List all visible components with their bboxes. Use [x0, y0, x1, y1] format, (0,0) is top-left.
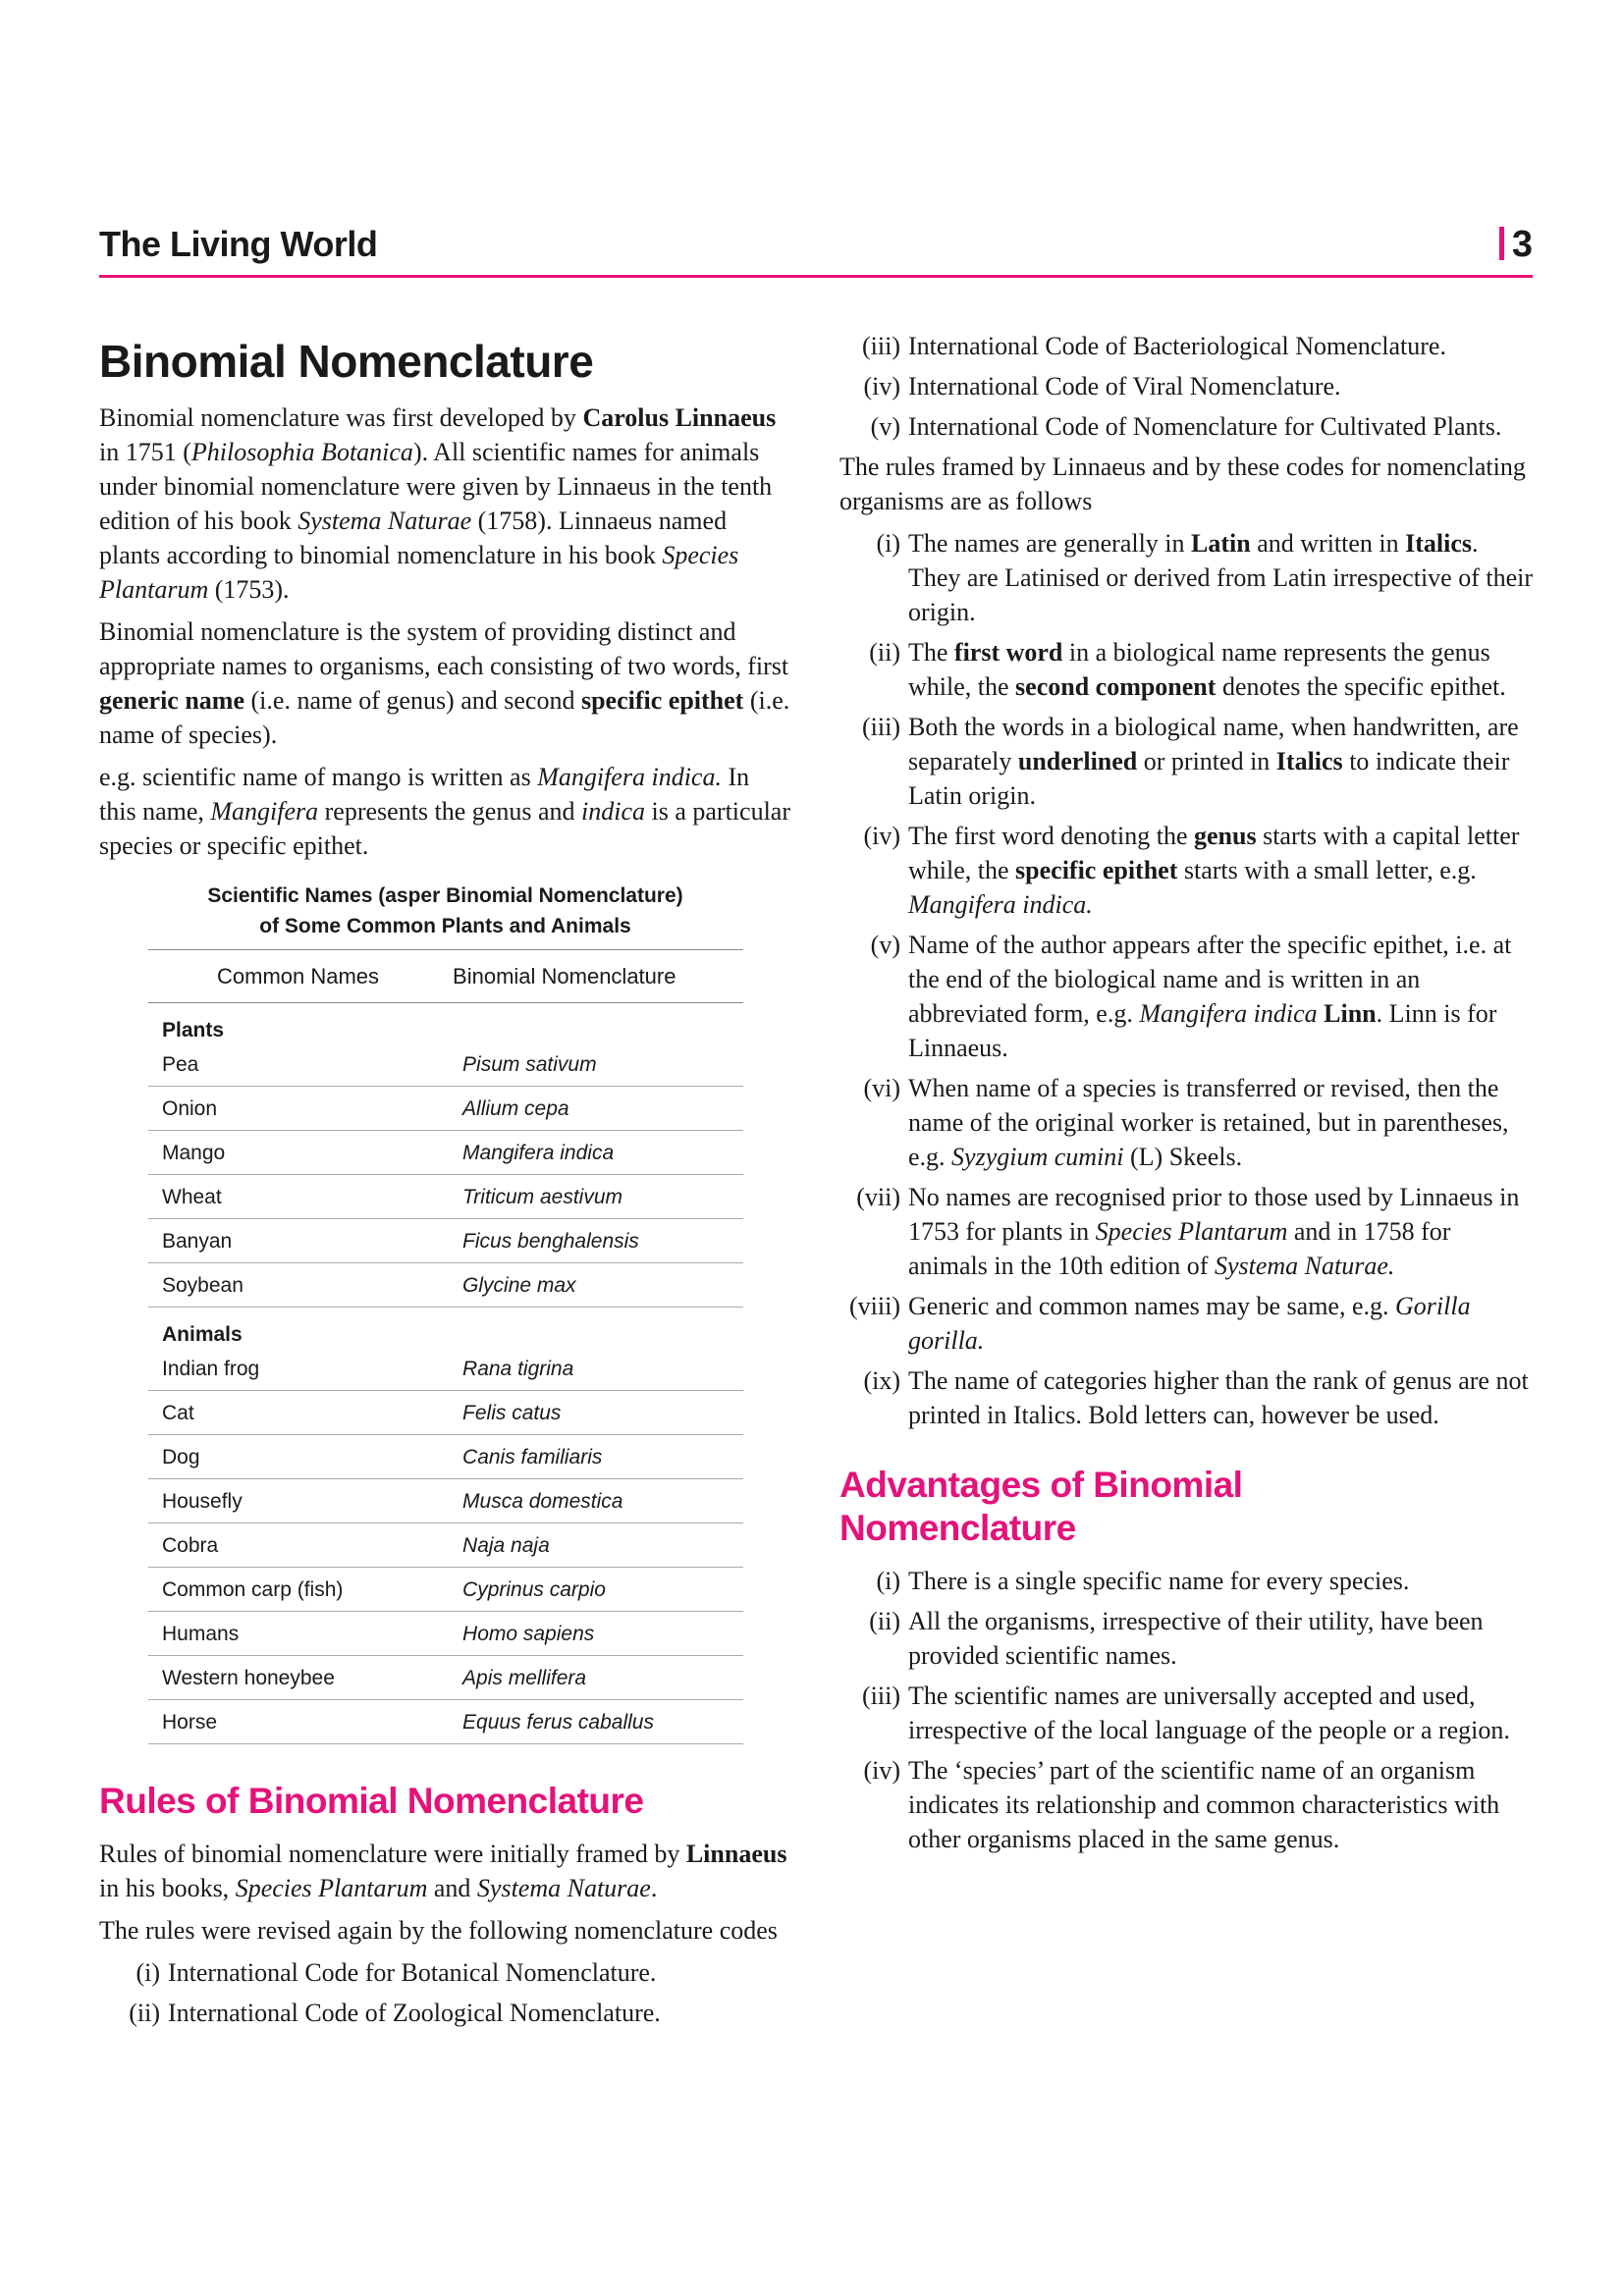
table-row — [148, 1352, 743, 1391]
table-row — [148, 1391, 743, 1435]
text-run: and — [427, 1874, 477, 1902]
text-run-italic: Systema Naturae — [298, 507, 472, 535]
list-text: There is a single specific name for every species. — [908, 1567, 1410, 1595]
rule-item — [839, 928, 1533, 1065]
chapter-title: The Living World — [99, 224, 378, 264]
rules-paragraph-2: The rules were revised again by the following nomenclature codes — [99, 1916, 778, 1945]
codes-list-right — [839, 329, 1533, 444]
text-run: (i.e. name of genus) and second — [244, 686, 581, 715]
common-name-cell: Cobra — [148, 1523, 447, 1568]
table-row — [148, 1047, 743, 1087]
running-header — [99, 224, 1533, 278]
list-item — [839, 409, 1533, 444]
list-number: (v) — [870, 412, 900, 441]
left-column — [99, 324, 791, 2036]
common-name-cell: Wheat — [148, 1175, 447, 1219]
list-number: (ii) — [869, 638, 900, 667]
page-number-text: 3 — [1511, 224, 1533, 265]
text-run: underlined — [1017, 747, 1138, 775]
binomial-name-cell: Triticum aestivum — [447, 1175, 743, 1219]
text-run-bold: Carolus Linnaeus — [582, 403, 777, 432]
table-row — [148, 1523, 743, 1568]
text-run: The names are generally in — [908, 529, 1192, 558]
text-run: in a biological name represents the genus while, the — [908, 638, 1490, 701]
text-run: Species Plantarum — [1095, 1217, 1288, 1246]
table-group-row — [148, 1003, 743, 1048]
table-row — [148, 1479, 743, 1523]
text-run-italic: Philosophia Botanica — [190, 438, 413, 466]
binomial-name-cell: Canis familiaris — [447, 1435, 743, 1479]
list-number: (viii) — [849, 1292, 900, 1320]
text-run: Name of the author appears after the specific epithet, i.e. at the end of the biological name and is written in an abbreviated form, e.g. — [908, 931, 1512, 1028]
table-group-label: Plants — [162, 1019, 225, 1041]
text-run: or printed in — [1137, 747, 1276, 775]
text-run: (1753). — [208, 575, 290, 604]
text-run: Mangifera indica. — [908, 890, 1093, 919]
table-row — [148, 1612, 743, 1656]
section-title-binomial: Binomial Nomenclature — [99, 336, 594, 387]
text-run: Linn — [1324, 999, 1377, 1028]
table-caption-line: Scientific Names (asper Binomial Nomenclature) — [207, 884, 683, 907]
advantage-item — [839, 1753, 1533, 1856]
table-group-label: Animals — [162, 1323, 243, 1346]
text-run-bold: specific epithet — [580, 686, 744, 715]
table-row — [148, 1656, 743, 1700]
binomial-name-cell: Ficus benghalensis — [447, 1219, 743, 1263]
rules-paragraph-1 — [99, 1837, 791, 1905]
text-run-bold: Linnaeus — [685, 1840, 787, 1868]
text-run: and written in — [1250, 529, 1406, 558]
text-run: No names are recognised prior to those used by Linnaeus in 1753 for plants in — [908, 1183, 1520, 1246]
binomial-name-cell: Naja naja — [447, 1523, 743, 1568]
rule-item — [839, 710, 1533, 813]
text-run: and in 1758 for animals in the 10th edition of — [908, 1217, 1451, 1280]
list-number: (iv) — [863, 372, 900, 400]
table-row — [148, 1131, 743, 1175]
scientific-names-table — [148, 949, 743, 1744]
advantages-list — [839, 1564, 1533, 1856]
right-column — [839, 329, 1533, 1862]
list-item — [99, 1955, 791, 1990]
binomial-name-cell: Felis catus — [447, 1391, 743, 1435]
text-run: The — [908, 638, 954, 667]
common-name-cell: Dog — [148, 1435, 447, 1479]
table-caption-line: of Some Common Plants and Animals — [259, 915, 631, 937]
list-number: (ii) — [129, 1999, 160, 2027]
text-run: (1758). Linnaeus named plants according to binomial nomenclature in his book — [99, 507, 728, 569]
section-title-rules: Rules of Binomial Nomenclature — [99, 1781, 644, 1821]
text-run: Mangifera indica — [1139, 999, 1318, 1028]
text-run: Italics — [1275, 747, 1343, 775]
common-name-cell: Western honeybee — [148, 1656, 447, 1700]
binomial-name-cell: Glycine max — [447, 1263, 743, 1308]
list-item — [839, 329, 1533, 363]
list-text: The scientific names are universally accepted and used, irrespective of the local language of the people or a region. — [908, 1682, 1510, 1744]
table-body — [148, 1003, 743, 1744]
text-run: represents the genus and — [318, 797, 581, 826]
rule-item — [839, 635, 1533, 704]
text-run: Systema Naturae. — [1214, 1252, 1395, 1280]
table-row — [148, 1087, 743, 1131]
common-name-cell: Pea — [148, 1047, 447, 1087]
binomial-name-cell: Cyprinus carpio — [447, 1568, 743, 1612]
section-title-advantages — [839, 1464, 1533, 1550]
title-line: Nomenclature — [839, 1508, 1076, 1548]
binomial-name-cell: Rana tigrina — [447, 1352, 743, 1391]
list-item — [99, 1996, 791, 2030]
list-text: International Code of Zoological Nomenclature. — [168, 1999, 661, 2027]
common-name-cell: Indian frog — [148, 1352, 447, 1391]
text-run-bold: generic name — [99, 686, 245, 715]
common-name-cell: Mango — [148, 1131, 447, 1175]
text-run: Rules of binomial nomenclature were initially framed by — [99, 1840, 686, 1868]
text-run: Latin — [1191, 529, 1251, 558]
intro-paragraph-1 — [99, 400, 791, 607]
text-run: starts with a capital letter while, the — [908, 822, 1520, 884]
intro-paragraph-2 — [99, 614, 791, 752]
list-number: (iv) — [863, 822, 900, 850]
rule-item — [839, 819, 1533, 922]
text-run: first word — [953, 638, 1063, 667]
rule-item — [839, 1180, 1533, 1283]
list-number: (ii) — [869, 1607, 900, 1635]
text-run: The name of categories higher than the rank of genus are not printed in Italics. Bold letters can, however be used. — [908, 1366, 1529, 1429]
list-number: (i) — [135, 1958, 160, 1987]
text-run: in 1751 ( — [99, 438, 191, 466]
binomial-name-cell: Mangifera indica — [447, 1131, 743, 1175]
text-run: genus — [1194, 822, 1257, 850]
common-name-cell: Soybean — [148, 1263, 447, 1308]
list-number: (i) — [876, 529, 900, 558]
list-number: (i) — [876, 1567, 900, 1595]
table-row — [148, 1219, 743, 1263]
table-group-row — [148, 1308, 743, 1353]
text-run-italic: Mangifera indica. — [537, 763, 722, 791]
list-number: (iv) — [863, 1756, 900, 1785]
list-number: (iii) — [862, 332, 900, 360]
text-run: Italics — [1405, 529, 1473, 558]
text-run: Binomial nomenclature is the system of providing distinct and appropriate names to organisms, each consisting of two words, first — [99, 617, 789, 680]
table-row — [148, 1263, 743, 1308]
table-row — [148, 1568, 743, 1612]
page-number — [1499, 224, 1533, 266]
common-name-cell: Onion — [148, 1087, 447, 1131]
text-run: Syzygium cumini — [951, 1143, 1124, 1171]
list-text: International Code of Viral Nomenclature. — [908, 372, 1341, 400]
page-number-bar — [1499, 227, 1504, 260]
table-row — [148, 1435, 743, 1479]
rules-list — [839, 526, 1533, 1432]
text-run-italic: indica — [581, 797, 645, 826]
table-caption — [99, 881, 791, 941]
text-run: starts with a small letter, e.g. — [1177, 856, 1477, 884]
codes-list-left — [99, 1955, 791, 2030]
list-text: International Code of Nomenclature for Cultivated Plants. — [908, 412, 1502, 441]
rule-item — [839, 526, 1533, 629]
advantage-item — [839, 1564, 1533, 1598]
list-number: (vi) — [863, 1074, 900, 1102]
common-name-cell: Housefly — [148, 1479, 447, 1523]
text-run: (L) Skeels. — [1123, 1143, 1243, 1171]
list-text: The ‘species’ part of the scientific name of an organism indicates its relationship and common characteristics with other organisms placed in the same genus. — [908, 1756, 1500, 1853]
text-run: Both the words in a biological name, when handwritten, are separately — [908, 713, 1519, 775]
text-run: to indicate their Latin origin. — [908, 747, 1510, 810]
list-number: (vii) — [856, 1183, 900, 1211]
text-run-italic: Species Plantarum — [235, 1874, 428, 1902]
list-text: International Code of Bacteriological Nomenclature. — [908, 332, 1446, 360]
text-run: The first word denoting the — [908, 822, 1194, 850]
column-header-common: Common Names — [148, 950, 447, 1003]
intro-paragraph-3 — [99, 760, 791, 863]
table-row — [148, 1700, 743, 1744]
list-number: (v) — [870, 931, 900, 959]
binomial-name-cell: Homo sapiens — [447, 1612, 743, 1656]
text-run: (i.e. name of species). — [99, 686, 790, 749]
common-name-cell: Humans — [148, 1612, 447, 1656]
advantage-item — [839, 1604, 1533, 1673]
text-run: second component — [1015, 672, 1217, 701]
common-name-cell: Banyan — [148, 1219, 447, 1263]
text-run: . — [650, 1874, 658, 1902]
text-run: in his books, — [99, 1874, 236, 1902]
advantage-item — [839, 1679, 1533, 1747]
text-run: specific epithet — [1015, 856, 1178, 884]
text-run: Generic and common names may be same, e.g. — [908, 1292, 1395, 1320]
rule-item — [839, 1289, 1533, 1358]
column-header-binomial: Binomial Nomenclature — [447, 950, 743, 1003]
text-run: Binomial nomenclature was first developed by — [99, 403, 583, 432]
rule-item — [839, 1071, 1533, 1174]
text-run: Gorilla gorilla. — [908, 1292, 1471, 1355]
text-run: ). All scientific names for animals under binomial nomenclature were given by Linnaeus in the tenth edition of his book — [99, 438, 773, 535]
text-run: In this name, — [99, 763, 750, 826]
common-name-cell: Horse — [148, 1700, 447, 1744]
list-text: All the organisms, irrespective of their utility, have been provided scientific names. — [908, 1607, 1484, 1670]
common-name-cell: Cat — [148, 1391, 447, 1435]
list-number: (iii) — [862, 713, 900, 741]
binomial-name-cell: Apis mellifera — [447, 1656, 743, 1700]
binomial-name-cell: Musca domestica — [447, 1479, 743, 1523]
text-run: denotes the specific epithet. — [1216, 672, 1506, 701]
rules-paragraph-3: The rules framed by Linnaeus and by these codes for nomenclating organisms are as follows — [839, 453, 1526, 515]
common-name-cell: Common carp (fish) — [148, 1568, 447, 1612]
table-header-row — [148, 950, 743, 1003]
binomial-name-cell: Equus ferus caballus — [447, 1700, 743, 1744]
list-number: (iii) — [862, 1682, 900, 1710]
text-run: When name of a species is transferred or revised, then the name of the original worker is retained, but in parentheses, e.g. — [908, 1074, 1509, 1171]
list-item — [839, 369, 1533, 403]
binomial-name-cell: Pisum sativum — [447, 1047, 743, 1087]
list-text: International Code for Botanical Nomenclature. — [168, 1958, 657, 1987]
text-run: . Linn is for Linnaeus. — [908, 999, 1497, 1062]
table-row — [148, 1175, 743, 1219]
list-number: (ix) — [863, 1366, 900, 1395]
text-run-italic: Systema Naturae — [476, 1874, 651, 1902]
text-run-italic: Mangifera — [210, 797, 319, 826]
title-line: Advantages of Binomial — [839, 1465, 1243, 1505]
rule-item — [839, 1363, 1533, 1432]
binomial-name-cell: Allium cepa — [447, 1087, 743, 1131]
text-run: . They are Latinised or derived from Latin irrespective of their origin. — [908, 529, 1534, 626]
text-run: e.g. scientific name of mango is written as — [99, 763, 538, 791]
text-run-italic: Species Plantarum — [99, 541, 739, 604]
text-run: is a particular species or specific epithet. — [99, 797, 790, 860]
